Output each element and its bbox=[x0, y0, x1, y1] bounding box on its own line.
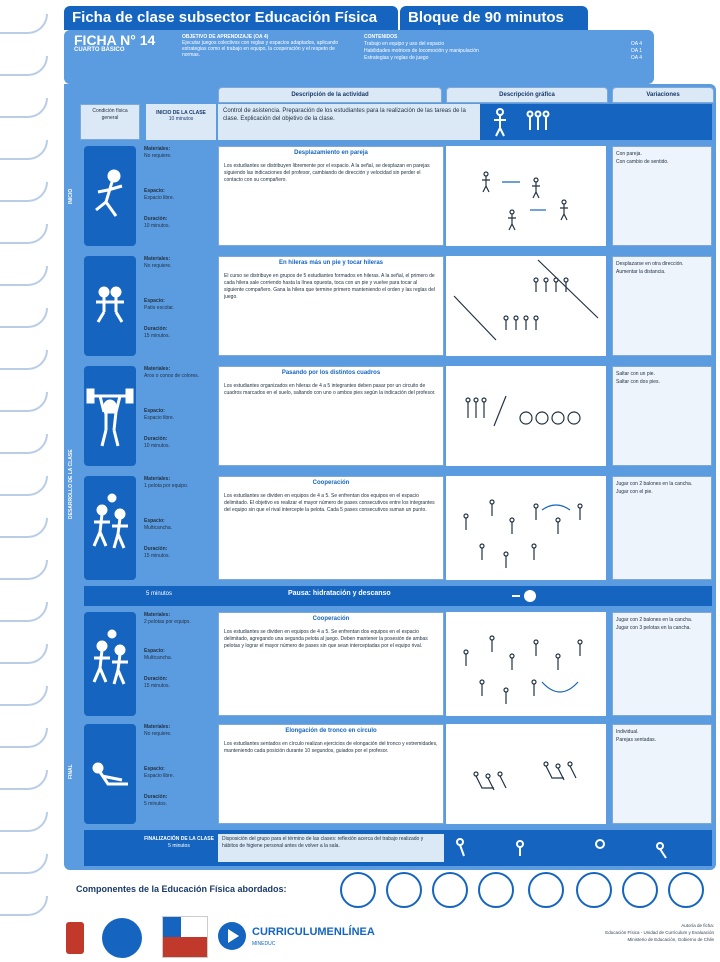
sheet-title: Ficha de clase subsector Educación Física bbox=[64, 6, 398, 30]
fuerza-icon bbox=[576, 872, 612, 908]
velocidad-icon bbox=[432, 872, 468, 908]
activity-1-graphic bbox=[446, 146, 606, 246]
objective-text: Ejecutar juegos colectivos con reglas y espacios adaptados, aplicando estrategias como el trabajo en equipo, la cooperación y el respeto de normas. bbox=[182, 40, 339, 58]
gobierno-logo bbox=[162, 916, 208, 958]
activity-2-text: El curso se distribuye en grupos de 5 estudiantes formados en hileras. A la señal, el primero de cada hilera sale corriendo hasta la línea opuesta, toca con un pie y vuelve para tocar al siguiente compañero. Gana la hilera que termine primero manteniendo el orden y las reglas del juego. bbox=[224, 273, 435, 300]
column-graphic: Descripción gráfica bbox=[446, 87, 608, 103]
activity-1-meta: Materiales: No requiere. Espacio: Espacio libre. Duración: 10 minutos. bbox=[144, 146, 175, 229]
activity-6-description bbox=[218, 724, 444, 824]
warmup-side-label: Condición física general bbox=[80, 104, 140, 140]
activity-6-title: Elongación de tronco en circulo bbox=[285, 728, 377, 734]
play-logo-icon bbox=[218, 922, 246, 950]
closing-label: FINALIZACIÓN DE LA CLASE bbox=[144, 836, 214, 842]
ministry-seal-icon bbox=[102, 918, 142, 958]
weightlifting-icon bbox=[84, 366, 136, 466]
activity-4-graphic bbox=[446, 476, 606, 580]
ficha-level: CUARTO BÁSICO bbox=[74, 47, 125, 53]
content-item: Habilidades motrices de locomoción y manipulación OA 1 bbox=[364, 48, 642, 54]
column-variations: Variaciones bbox=[612, 87, 714, 103]
objective-title: OBJETIVO DE APRENDIZAJE (OA 4) bbox=[182, 34, 269, 40]
warmup-banner bbox=[480, 104, 712, 140]
activity-4-text: Los estudiantes se dividen en equipos de 4 a 5. Se enfrentan dos equipos en el espacio delimitado. El objetivo es realizar el mayor número de pases consecutivos entre los integrantes del equipo sin que el rival intercepte la pelota. Cada 5 pases consecutivos suman un punto. bbox=[224, 493, 435, 513]
activity-2-title: En hileras más un pie y tocar hileras bbox=[278, 260, 384, 266]
activity-6-variations: Individual. Parejas sentadas. bbox=[612, 724, 712, 824]
activity-5-graphic bbox=[446, 612, 606, 716]
activity-4-meta: Materiales: 1 pelota por equipo. Espacio: Multicancha. Duración: 15 minutos. bbox=[144, 476, 189, 559]
activity-3-meta: Materiales: Aros o conos de colores. Espacio: Espacio libre. Duración: 10 minutos. bbox=[144, 366, 200, 449]
ficha-number: FICHA N° 14 bbox=[74, 32, 156, 48]
activity-4-variations: Jugar con 2 balones en la cancha. Jugar con el pie. bbox=[612, 476, 712, 580]
activity-3-text: Los estudiantes organizados en hileras de 4 a 5 integrantes deben pasar por un circuito de cuadros marcados en el suelo, saltando con uno o ambos pies según la indicación del profesor. bbox=[224, 383, 436, 396]
activity-1-text: Los estudiantes se distribuyen libremente por el espacio. A la señal, se desplazan en parejas siguiendo las indicaciones del profesor, cambiando de dirección y velocidad sin perder el contacto con su compañero. bbox=[224, 163, 430, 183]
contents-title: CONTENIDOS bbox=[364, 34, 398, 40]
closing-text: Disposición del grupo para el término de las clases: reflexión acerca del trabajo realizado y hábitos de higiene personal antes de volver a la sala. bbox=[218, 834, 444, 862]
activity-3-description bbox=[218, 366, 444, 466]
activity-2-graphic bbox=[446, 256, 606, 356]
jumping-group-icon bbox=[84, 256, 136, 356]
label-final: FINAL bbox=[68, 764, 74, 780]
equilibrio-icon bbox=[528, 872, 564, 908]
content-item: Estrategias y reglas de juego OA 4 bbox=[364, 55, 642, 61]
curriculum-logo-sub: MINEDUC bbox=[252, 941, 276, 947]
label-inicio: INICIO bbox=[68, 188, 74, 204]
activity-6-text: Los estudiantes sentados en círculo realizan ejercicios de elongación del tronco y extremidades, manteniendo cada posición durante 10 segundos, guiados por el profesor. bbox=[224, 741, 438, 754]
juego-icon bbox=[340, 872, 376, 908]
components-label: Componentes de la Educación Física abordados: bbox=[76, 884, 287, 894]
activity-2-description bbox=[218, 256, 444, 356]
cooperacion-icon bbox=[668, 872, 704, 908]
running-icon bbox=[84, 146, 136, 246]
activity-5-variations: Jugar con 2 balones en la cancha. Jugar con 3 pelotas en la cancha. bbox=[612, 612, 712, 716]
chile-emblem-icon bbox=[66, 922, 84, 954]
activity-3-graphic bbox=[446, 366, 606, 466]
activity-2-meta: Materiales: No requiere. Espacio: Patio escolar. Duración: 15 minutos. bbox=[144, 256, 175, 339]
activity-3-variations: Saltar con un pie. Saltar con dos pies. bbox=[612, 366, 712, 466]
content-item: Trabajo en equipo y uso del espacio OA 4 bbox=[364, 41, 642, 47]
ball-game-icon bbox=[84, 476, 136, 580]
activity-2-variations: Desplazarse en otra dirección. Aumentar la distancia. bbox=[612, 256, 712, 356]
break-time: 5 minutos bbox=[146, 591, 173, 597]
ball-game-icon-2 bbox=[84, 612, 136, 716]
break-drink-icon bbox=[504, 588, 544, 604]
ficha-header-panel bbox=[64, 30, 654, 84]
break-text: Pausa: hidratación y descanso bbox=[288, 590, 391, 597]
resistencia-icon bbox=[386, 872, 422, 908]
flexibilidad-icon bbox=[622, 872, 658, 908]
curriculum-logo-text: CURRICULUMENLÍNEA bbox=[252, 926, 375, 938]
column-description: Descripción de la actividad bbox=[218, 87, 442, 103]
block-title: Bloque de 90 minutos bbox=[400, 6, 588, 30]
warmup-text: Control de asistencia. Preparación de los estudiantes para la realización de las tareas de la clase. Explicación del objetivo de la clase. bbox=[218, 104, 480, 140]
coordinacion-icon bbox=[478, 872, 514, 908]
break-row bbox=[84, 586, 712, 606]
credits: Autoría de ficha: Educación Física - Unidad de Currículum y Evaluación Ministerio de Educación, Gobierno de Chile bbox=[605, 923, 714, 942]
activity-5-title: Cooperación bbox=[312, 616, 350, 622]
activity-1-title: Desplazamiento en pareja bbox=[294, 150, 368, 156]
warmup-figures-icon bbox=[480, 104, 712, 140]
closing-row bbox=[84, 830, 712, 866]
activity-6-meta: Materiales: No requiere. Espacio: Espacio libre. Duración: 5 minutos. bbox=[144, 724, 175, 807]
activity-1-description bbox=[218, 146, 444, 246]
stretching-icon bbox=[84, 724, 136, 824]
activity-4-title: Cooperación bbox=[312, 480, 350, 486]
activity-5-text: Los estudiantes se dividen en equipos de 4 a 5. Se enfrentan dos equipos en el espacio delimitado, agregando una segunda pelota al juego. Deben mantener la posesión de ambas pelotas y lograr el mayor número de pases sin que sean interceptadas por el equipo rival. bbox=[224, 629, 428, 649]
activity-5-meta: Materiales: 2 pelotas por equipo. Espacio: Multicancha. Duración: 15 minutos. bbox=[144, 612, 191, 689]
activity-6-graphic bbox=[446, 724, 606, 824]
activity-4-description bbox=[218, 476, 444, 580]
activity-5-description bbox=[218, 612, 444, 716]
closing-time: 5 minutos bbox=[168, 843, 190, 849]
closing-figures-icon bbox=[450, 832, 706, 864]
label-desarrollo: DESARROLLO DE LA CLASE bbox=[68, 449, 74, 519]
activity-3-title: Pasando por los distintos cuadros bbox=[281, 370, 381, 376]
activity-1-variations: Con pareja. Con cambio de sentido. bbox=[612, 146, 712, 246]
warmup-left: INICIO DE LA CLASE 10 minutos bbox=[146, 104, 216, 140]
